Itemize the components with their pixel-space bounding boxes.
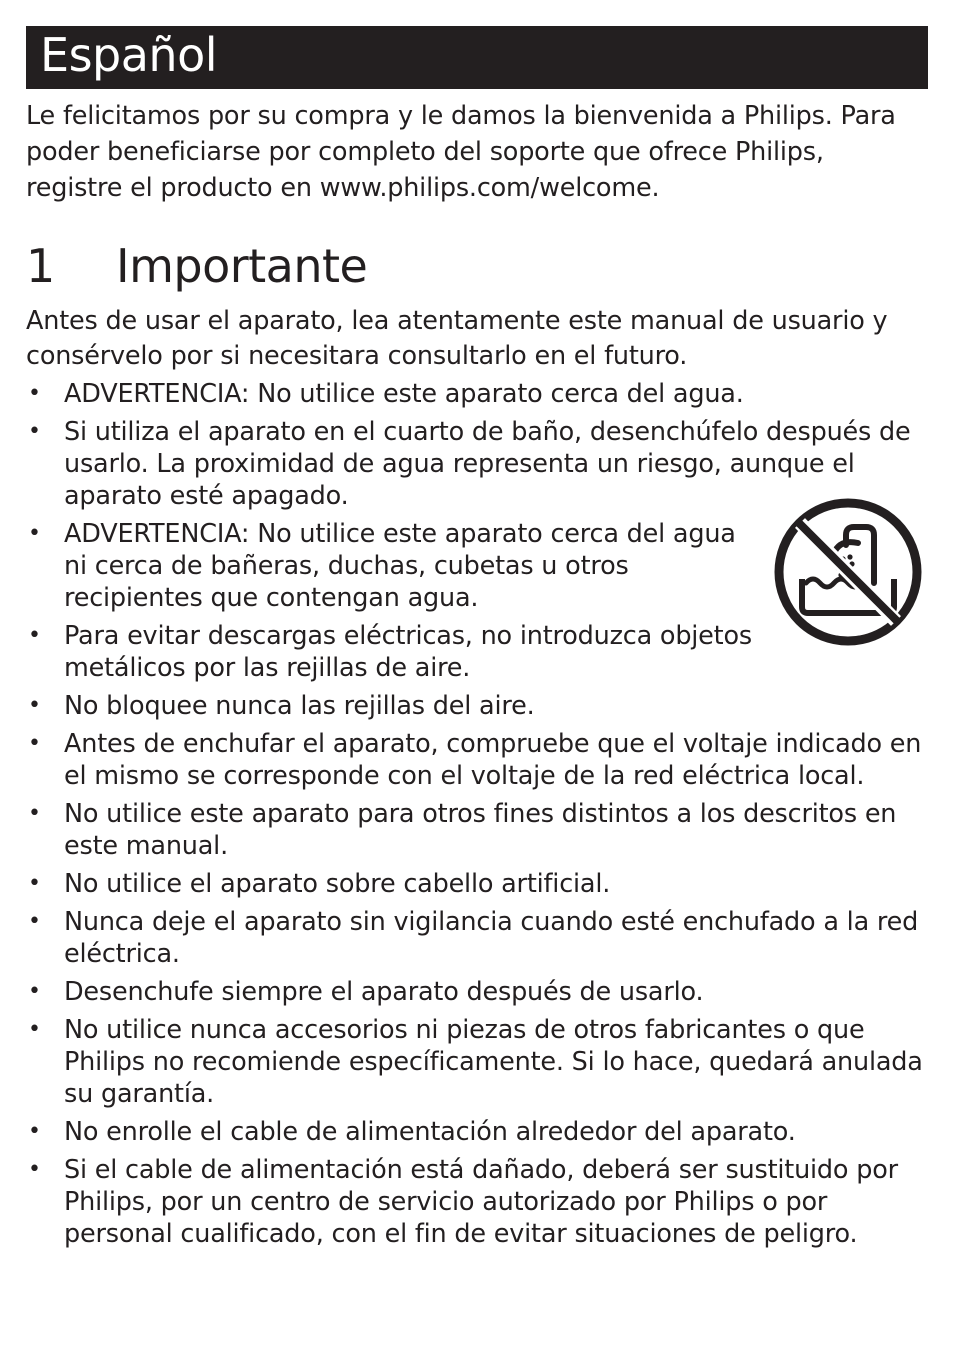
language-title: Español <box>40 28 217 82</box>
list-item <box>26 690 926 722</box>
language-header <box>26 26 928 89</box>
list-item-text: No utilice este aparato para otros fines distintos a los descritos en este manual. <box>64 799 897 861</box>
list-item-text: Si utiliza el aparato en el cuarto de baño, desenchúfelo después de usarlo. La proximidad de agua representa un riesgo, aunque el aparato esté apagado. <box>64 417 911 511</box>
bullet-icon: • <box>28 1017 41 1042</box>
section-lead-paragraph: Antes de usar el aparato, lea atentamente este manual de usuario y consérvelo por si necesitara consultarlo en el futuro. <box>26 306 888 371</box>
bullet-icon: • <box>28 801 41 826</box>
list-item-text: Desenchufe siempre el aparato después de usarlo. <box>64 977 704 1007</box>
list-item-text: Antes de enchufar el aparato, compruebe que el voltaje indicado en el mismo se corresponde con el voltaje de la red eléctrica local. <box>64 729 922 791</box>
list-item <box>26 1116 926 1148</box>
list-item <box>26 868 926 900</box>
list-item-text: No bloquee nunca las rejillas del aire. <box>64 691 535 721</box>
list-item <box>26 906 926 970</box>
list-item <box>26 728 926 792</box>
list-item-text: ADVERTENCIA: No utilice este aparato cerca del agua. <box>64 379 744 409</box>
bullet-icon: • <box>28 1157 41 1182</box>
welcome-paragraph: Le felicitamos por su compra y le damos la bienvenida a Philips. Para poder beneficiarse por completo del soporte que ofrece Philips, registre el producto en www.philips.com/welcome. <box>26 101 896 203</box>
section-title-text: Importante <box>116 239 368 293</box>
list-item <box>26 1154 926 1250</box>
list-item-text: Nunca deje el aparato sin vigilancia cuando esté enchufado a la red eléctrica. <box>64 907 919 969</box>
list-item-text: ADVERTENCIA: No utilice este aparato cerca del agua ni cerca de bañeras, duchas, cubetas u otros recipientes que contengan agua. <box>64 519 736 613</box>
section-title <box>26 236 367 296</box>
bullet-icon: • <box>28 909 41 934</box>
bullet-icon: • <box>28 871 41 896</box>
bullet-icon: • <box>28 979 41 1004</box>
list-item-text: No utilice nunca accesorios ni piezas de otros fabricantes o que Philips no recomiende específicamente. Si lo hace, quedará anulada su garantía. <box>64 1015 923 1109</box>
list-item <box>26 976 926 1008</box>
list-item-text: No utilice el aparato sobre cabello artificial. <box>64 869 611 899</box>
bullet-icon: • <box>28 1119 41 1144</box>
list-item <box>26 798 926 862</box>
section-number: 1 <box>26 239 55 293</box>
bullet-icon: • <box>28 521 41 546</box>
bullet-icon: • <box>28 731 41 756</box>
list-item-text: No enrolle el cable de alimentación alrededor del aparato. <box>64 1117 796 1147</box>
list-item <box>26 378 926 410</box>
list-item-text: Para evitar descargas eléctricas, no introduzca objetos metálicos por las rejillas de aire. <box>64 621 752 683</box>
bullet-icon: • <box>28 623 41 648</box>
bullet-icon: • <box>28 693 41 718</box>
bullet-icon: • <box>28 381 41 406</box>
list-item <box>26 1014 926 1110</box>
no-water-near-shower-bathtub-icon <box>770 497 926 647</box>
list-item-text: Si el cable de alimentación está dañado, deberá ser sustituido por Philips, por un centro de servicio autorizado por Philips o por personal cualificado, con el fin de evitar situaciones de peligro. <box>64 1155 898 1249</box>
bullet-icon: • <box>28 419 41 444</box>
